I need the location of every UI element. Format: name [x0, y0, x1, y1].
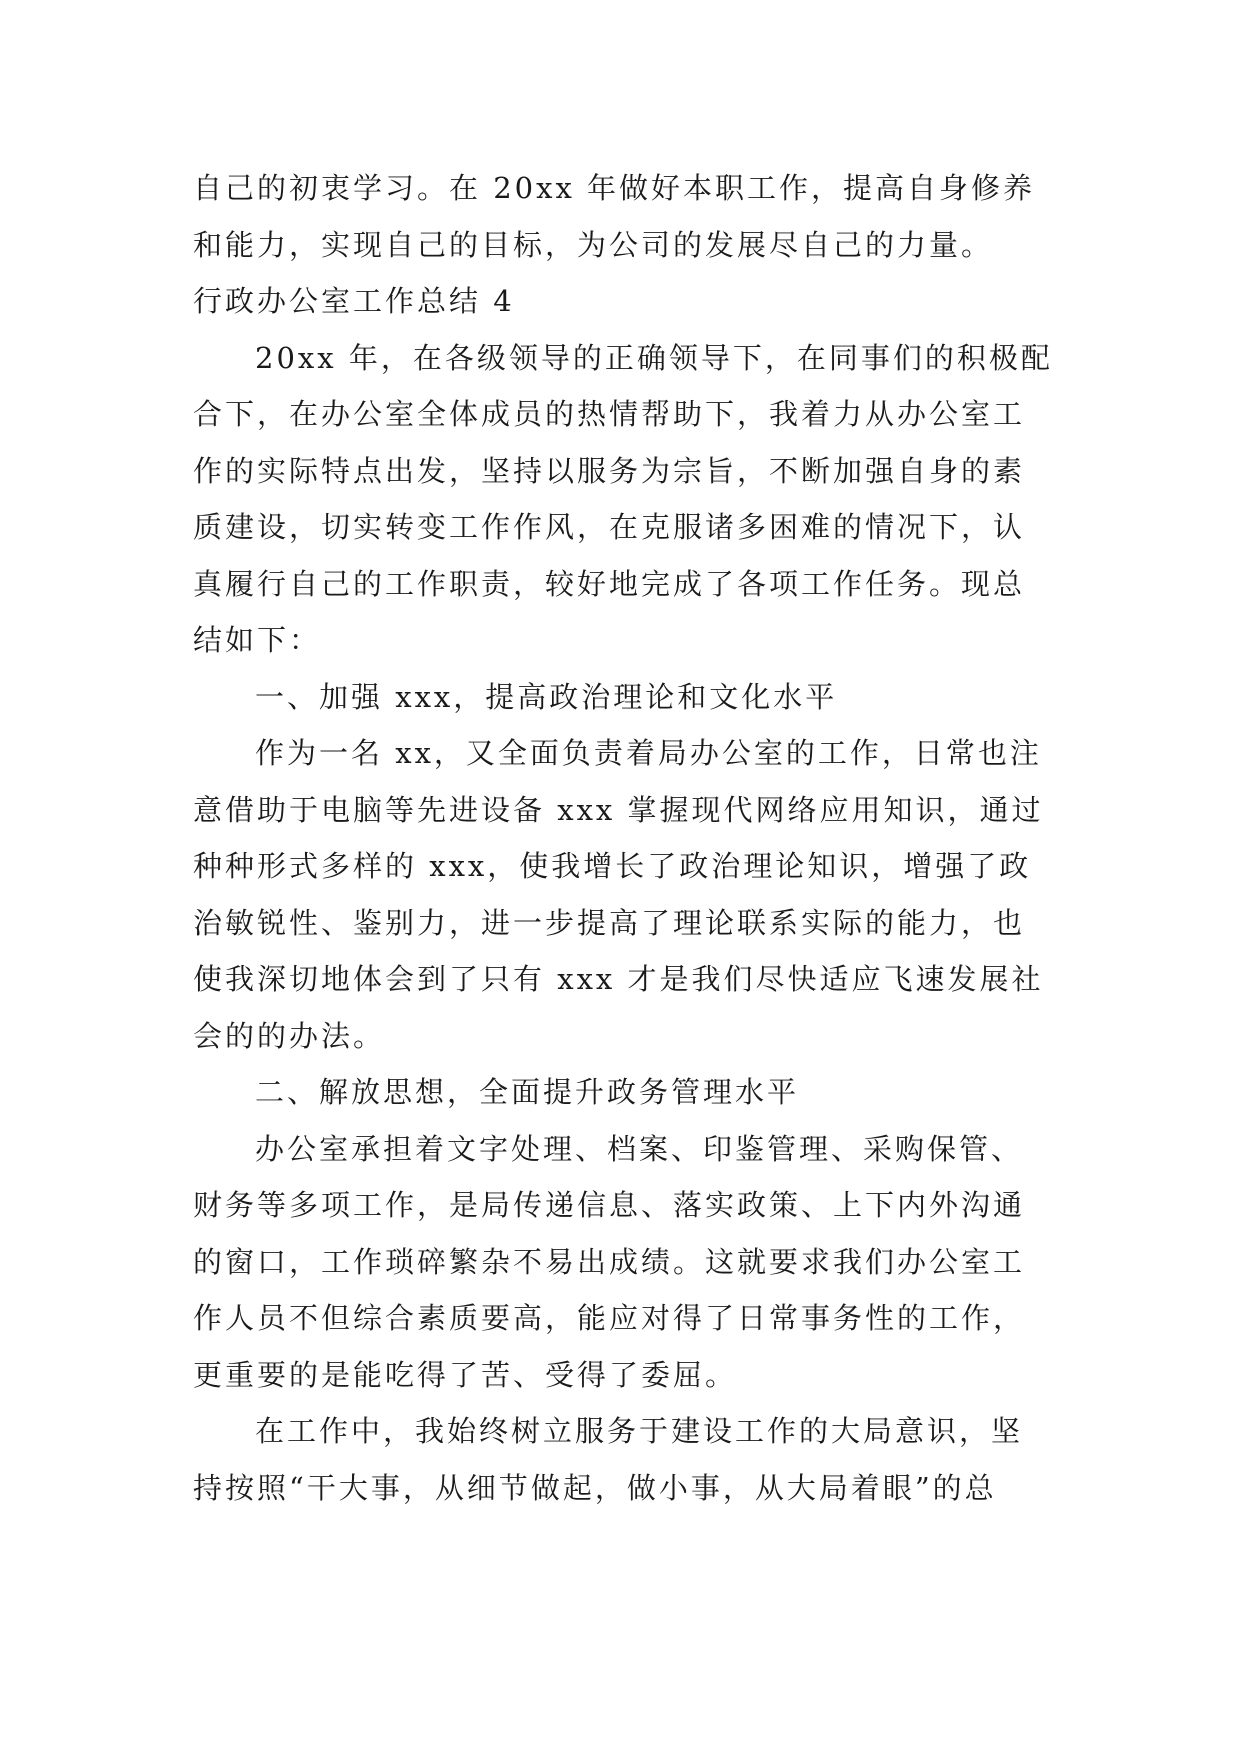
paragraph-start: 在工作中，我始终树立服务于建设工作的大局意识，坚 [255, 1414, 1024, 1448]
paragraph-start: 20xx 年，在各级领导的正确领导下，在同事们的积极配 [255, 340, 1053, 375]
paragraph-start: 办公室承担着文字处理、档案、印鉴管理、采购保管、 [255, 1131, 1024, 1166]
text-line: 和能力，实现自己的目标，为公司的发展尽自己的力量。 [193, 227, 994, 262]
subheading: 一、加强 xxx，提高政治理论和文化水平 [255, 679, 838, 714]
text-line: 使我深切地体会到了只有 xxx 才是我们尽快适应飞速发展社 [193, 962, 1044, 996]
text-line: 治敏锐性、鉴别力，进一步提高了理论联系实际的能力，也 [193, 905, 1026, 940]
section-title: 行政办公室工作总结 4 [193, 284, 515, 318]
text-line: 持按照“干大事，从细节做起，做小事，从大局着眼”的总 [193, 1470, 997, 1505]
text-line: 的窗口，工作琐碎繁杂不易出成绩。这就要求我们办公室工 [193, 1244, 1026, 1279]
text-line: 更重要的是能吃得了苦、受得了委屈。 [193, 1357, 738, 1392]
text-line: 合下，在办公室全体成员的热情帮助下，我着力从办公室工 [193, 397, 1026, 431]
text-line: 作的实际特点出发，坚持以服务为宗旨，不断加强自身的素 [193, 453, 1026, 488]
text-line: 会的的办法。 [193, 1018, 386, 1053]
text-line: 质建设，切实转变工作作风，在克服诸多困难的情况下，认 [193, 510, 1026, 544]
subheading: 二、解放思想，全面提升政务管理水平 [255, 1075, 800, 1109]
text-line: 作人员不但综合素质要高，能应对得了日常事务性的工作， [193, 1301, 1026, 1335]
text-line: 结如下： [193, 623, 322, 657]
text-line: 自己的初衷学习。在 20xx 年做好本职工作，提高自身修养 [193, 171, 1036, 205]
paragraph-start: 作为一名 xx，又全面负责着局办公室的工作，日常也注 [255, 736, 1042, 770]
text-line: 种种形式多样的 xxx，使我增长了政治理论知识，增强了政 [193, 849, 1032, 883]
text-line: 意借助于电脑等先进设备 xxx 掌握现代网络应用知识，通过 [193, 792, 1044, 827]
text-line: 真履行自己的工作职责，较好地完成了各项工作任务。现总 [193, 566, 1026, 601]
text-line: 财务等多项工作，是局传递信息、落实政策、上下内外沟通 [193, 1188, 1026, 1222]
document-body [193, 160, 1061, 1516]
